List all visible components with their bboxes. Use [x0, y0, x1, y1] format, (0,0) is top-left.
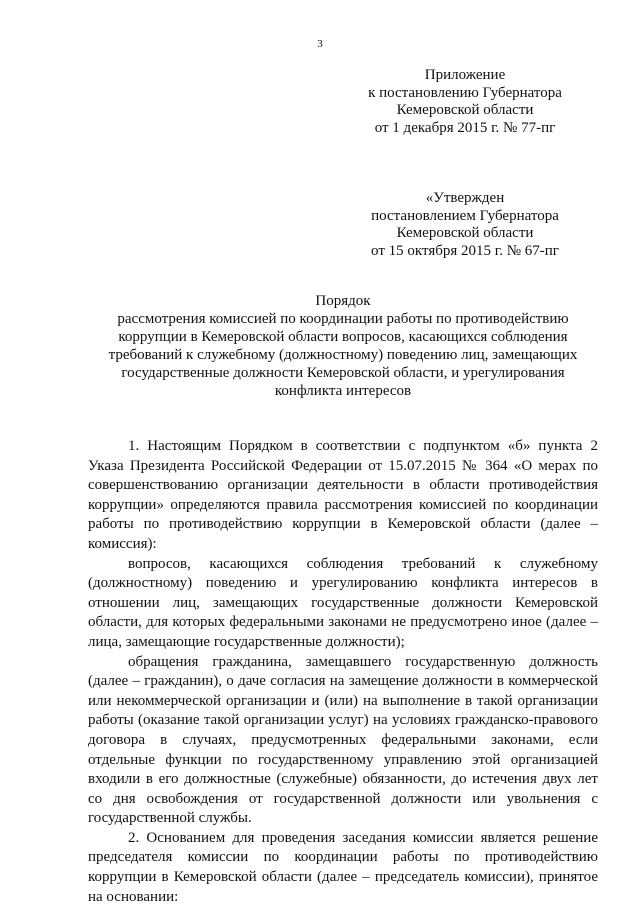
appendix-header [340, 67, 590, 137]
page-number: 3 [317, 38, 323, 50]
appendix-line: к постановлению Губернатора [368, 84, 562, 101]
title-line: Порядок [315, 293, 371, 309]
appendix-line: Приложение [424, 67, 506, 83]
title-line: требований к служебному (должностному) поведению лиц, замещающих [108, 347, 578, 363]
approved-line: Кемеровской области [396, 225, 534, 241]
approved-line: «Утвержден [425, 190, 505, 206]
appendix-line: Кемеровской области [396, 102, 534, 118]
title-line: конфликта интересов [274, 383, 412, 399]
title-line: коррупции в Кемеровской области вопросов, касающихся соблюдения [118, 329, 568, 345]
title-line: рассмотрения комиссией по координации работы по противодействию [117, 311, 569, 327]
approved-header [340, 190, 590, 260]
approved-line: от 15 октября 2015 г. № 67-пг [371, 242, 559, 259]
appendix-line: от 1 декабря 2015 г. № 77-пг [374, 119, 556, 136]
document-body [88, 437, 598, 907]
title-line: государственные должности Кемеровской области, и урегулирования [121, 365, 565, 381]
paragraph: обращения гражданина, замещавшего государственную должность (далее – гражданин), о даче согласия на замещение должности в коммерческой или некоммерческой организации и (или) на выполнение в такой организации работы (оказание такой организации услуг) на условиях гражданско-правового договора в случаях, предусмотренных федеральными законами, если отдельные функции по государственному управлению этой организацией входили в его должностные (служебные) обязанности, до истечения двух лет со дня освобождения от государственной должности или увольнения с государственной службы. [88, 653, 598, 827]
approved-line: постановлением Губернатора [371, 207, 559, 224]
paragraph: 1. Настоящим Порядком в соответствии с подпунктом «б» пункта 2 Указа Президента Российской Федерации от 15.07.2015 № 364 «О мерах по совершенствованию организации деятельности в области противодействия коррупции» определяются правила рассмотрения комиссией по координации работы по противодействию коррупции в Кемеровской области (далее – комиссия): [88, 438, 598, 552]
paragraph: вопросов, касающихся соблюдения требований к служебному (должностному) поведению и урегулированию конфликта интересов в отношении лиц, замещающих государственные должности Кемеровской области, для которых федеральными законами не предусмотрено иное (далее – лица, замещающие государственные должности); [88, 555, 598, 650]
paragraph: 2. Основанием для проведения заседания комиссии является решение председателя комиссии по координации работы по противодействию коррупции в Кемеровской области (далее – председатель комиссии), принятое на основании: [88, 829, 598, 905]
document-title [88, 292, 598, 400]
